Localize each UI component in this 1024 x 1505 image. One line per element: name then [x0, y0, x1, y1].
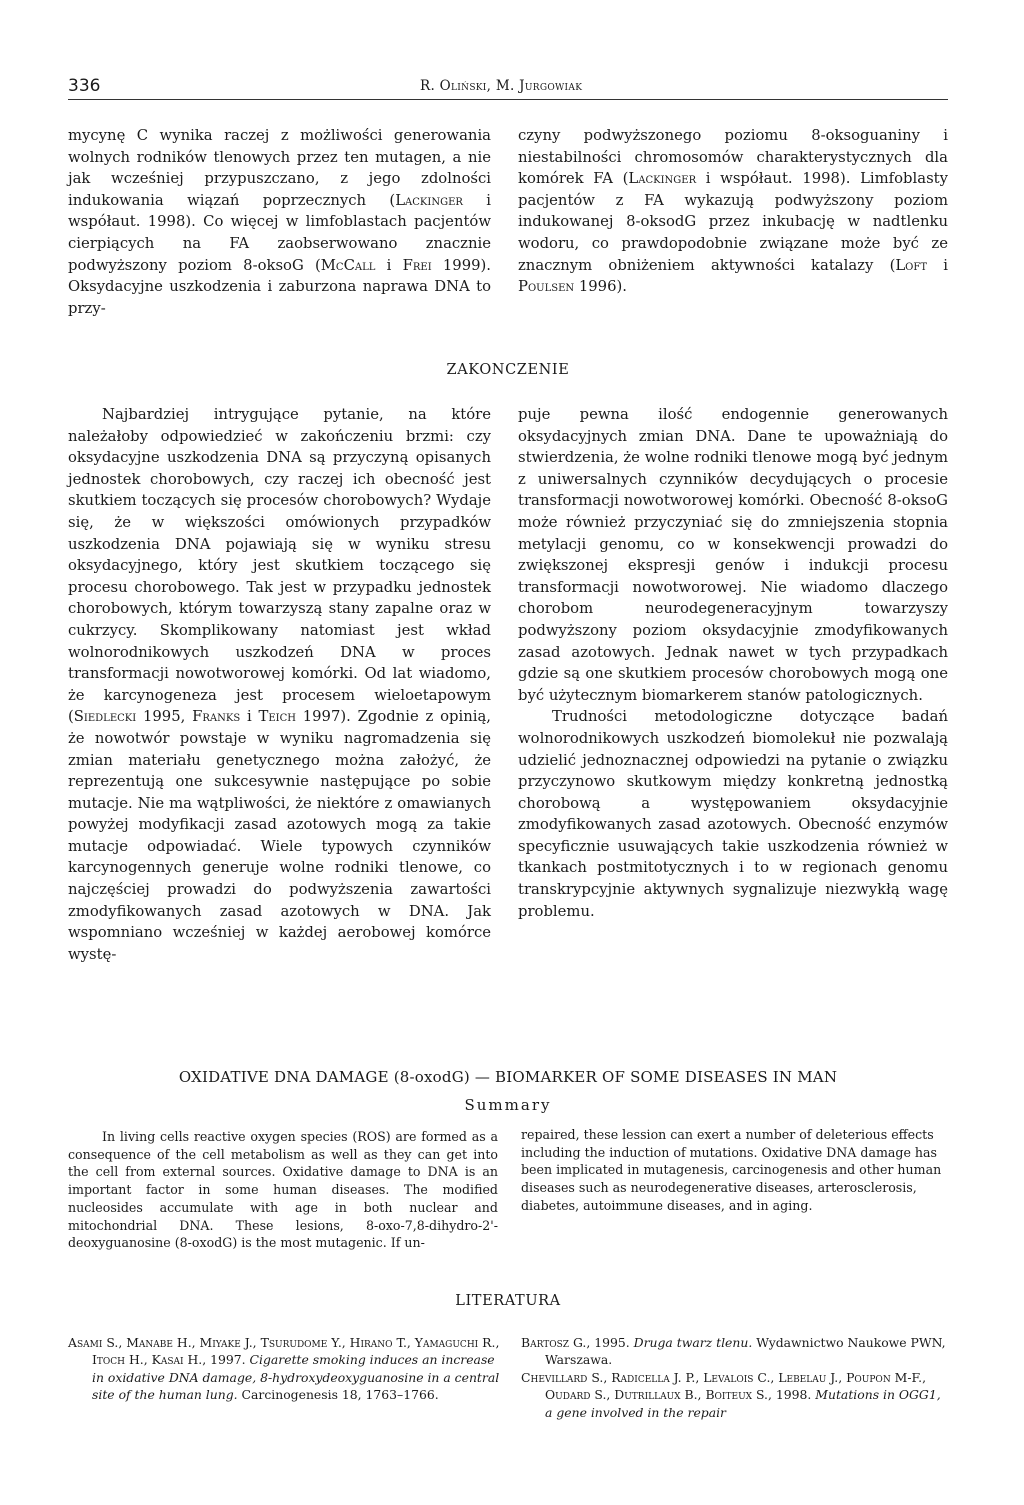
running-head: R. Oliński, M. Jurgowiak	[420, 78, 583, 94]
author-name: Dutrillaux	[614, 1387, 681, 1403]
author-name: Siedlecki	[73, 708, 137, 726]
text-run: i	[927, 256, 949, 274]
text-run: B.,	[680, 1387, 706, 1403]
text-run: J. P.,	[669, 1369, 704, 1385]
text-run: Carcinogenesis 18, 1763–1766.	[237, 1387, 439, 1403]
author-name: Hirano	[349, 1335, 393, 1350]
author-name: Poulsen	[518, 278, 575, 296]
paragraph	[68, 404, 491, 965]
text-run: mycynę C wynika raczej z możliwości generowania wolnych rodników tlenowych przez ten mutagen, a nie jak wcześniej przypuszczano, z jego zdolności indukowania wiązań poprzecznych (	[68, 127, 491, 209]
text-run: T.,	[392, 1335, 415, 1350]
author-name: Itoch	[92, 1352, 126, 1368]
text-run: i	[240, 708, 259, 726]
paragraph	[68, 1128, 498, 1252]
text-run: 1997). Zgodnie z opinią, że nowotwór powstaje w wyniku nagromadzenia się zmian materiału genetycznego można założyć, że reprezentują one sukcesywnie następujące po sobie mutacje. Nie ma wątpliwości, że niektóre z omawianych powyżej modyfikacji zasad azotowych mogą za takie mutacje odpowiadać. Wiele typowych czynników karcynogennych generuje wolne rodniki tlenowe, co najczęściej prowadzi do podwyższenia zawartości zmodyfikowanych zasad azotowych w DNA. Jak wspomniano wcześniej w każdej aerobowej komórce wystę-	[68, 708, 491, 963]
author-name: Franks	[192, 708, 241, 726]
text-run: repaired, these lession can exert a number of deleterious effects including the induction of mutations. Oxidative DNA damage has been implicated in mutagenesis, carcinogenesis and other human diseases such as neurodegenerative diseases, arterosclerosis, diabetes, autoimmune diseases, and in aging.	[521, 1127, 942, 1213]
top-right-column	[518, 125, 948, 298]
author-name: Poupon	[846, 1369, 891, 1385]
top-left-column	[68, 125, 491, 319]
text-run: In living cells reactive oxygen species (ROS) are formed as a consequence of the cell metabolism as well as they can get into the cell from external sources. Oxidative damage to DNA is an important factor in some human diseases. The modified nucleosides accumulate with age in both nuclear and mitochondrial DNA. These lesions, 8-oxo-7,8-dihydro-2'-deoxyguanosine (8-oxodG) is the most mutagenic. If un-	[68, 1129, 498, 1251]
text-run: czyny podwyższonego poziomu 8-oksoguaniny i niestabilności chromosomów charakterystycznych dla komórek FA (	[518, 127, 948, 188]
conclusion-left-column	[68, 404, 491, 965]
author-name: Oudard	[545, 1387, 591, 1403]
author-name: Bartosz	[521, 1335, 570, 1350]
text-run: i współaut. 1998). Limfoblasty pacjentów z FA wykazują podwyższony poziom indukowanej 8-oksodG przez inkubację w nadtlenku wodoru, co prawdopodobnie związane może być ze znacznym obniżeniem aktywności katalazy (	[518, 170, 948, 274]
text-run: Wydawnictwo Naukowe PWN, Warszawa.	[545, 1335, 946, 1368]
text-run: H.,	[125, 1352, 152, 1368]
text-run: 1996).	[574, 278, 627, 296]
author-name: Frei	[402, 256, 432, 274]
text-run: 1995,	[136, 708, 193, 726]
text-run: S.,	[102, 1335, 127, 1350]
summary-right-column	[521, 1126, 948, 1215]
author-name: Levalois	[703, 1369, 754, 1385]
author-name: Radicella	[611, 1369, 670, 1385]
text-run: M-F.,	[890, 1369, 927, 1385]
text-run: 1999). Oksydacyjne uszkodzenia i zaburzona naprawa DNA to przy-	[68, 256, 491, 317]
reference-entry	[521, 1334, 948, 1369]
author-name: Kasai	[151, 1352, 184, 1368]
summary-subtitle: Summary	[464, 1096, 552, 1114]
summary-left-column	[68, 1128, 498, 1252]
italic-title: Druga twarz tlenu.	[633, 1335, 753, 1350]
section-heading-literature: LITERATURA	[455, 1293, 561, 1309]
text-run: J.,	[826, 1369, 847, 1385]
page-number: 336	[68, 76, 101, 96]
author-name: Tsurudome	[260, 1335, 328, 1350]
author-name: Asami	[68, 1335, 103, 1350]
text-run: C.,	[753, 1369, 779, 1385]
text-run: S.,	[590, 1387, 615, 1403]
references-left-column	[68, 1334, 500, 1404]
author-name: McCall	[320, 256, 376, 274]
text-run: puje pewna ilość endogennie generowanych oksydacyjnych zmian DNA. Dane te upoważniają do stwierdzenia, że wolne rodniki tlenowe mogą być jednym z uniwersalnych czynników decydujących o procesie transformacji nowotworowej komórki. Obecność 8-oksoG może również przyczyniać się do zmniejszenia stopnia metylacji genomu, co w konsekwencji prowadzi do zwiększonej ekspresji genów i indukcji procesu transformacji nowotworowej. Nie wiadomo dlaczego chorobom neurodegeneracyjnym towarzyszy podwyższony poziom oksydacyjnie zmodyfikowanych zasad azotowych. Jednak nawet w tych przypadkach gdzie są one skutkiem procesów chorobowych mogą one być użytecznym biomarkerem stanów patologicznych.	[518, 406, 948, 704]
author-name: Miyake	[199, 1335, 241, 1350]
conclusion-right-column	[518, 404, 948, 922]
italic-title: Mutations in OGG1, a gene involved in the repair	[545, 1387, 941, 1420]
author-name: Lebelau	[778, 1369, 827, 1385]
author-name: Teich	[258, 708, 296, 726]
author-name: Lackinger	[395, 191, 463, 209]
text-run: Y.,	[327, 1335, 350, 1350]
header-rule	[68, 99, 948, 100]
text-run: H.,	[172, 1335, 200, 1350]
text-run: Trudności metodologiczne dotyczące badań wolnorodnikowych uszkodzeń biomolekuł nie pozwalają udzielić jednoznacznej odpowiedzi na pytanie o związku przyczynowo skutkowym między konkretną jednostką chorobową a występowaniem oksydacyjnie zmodyfikowanych zasad azotowych. Obecność enzymów specyficznie usuwających takie uszkodzenia również w tkankach postmitotycznych i to w regionach genomu transkrypcyjnie aktywnych sygnalizuje niezwykłą wagę problemu.	[518, 708, 948, 920]
reference-entry	[521, 1369, 948, 1421]
text-run: J.,	[240, 1335, 261, 1350]
author-name: Loft	[895, 256, 927, 274]
author-name: Manabe	[126, 1335, 173, 1350]
paragraph	[518, 404, 948, 706]
author-name: Lackinger	[628, 170, 697, 188]
references-right-column	[521, 1334, 948, 1421]
section-heading-conclusion: ZAKONCZENIE	[446, 362, 570, 378]
text-run: i współaut. 1998). Co więcej w limfoblastach pacjentów cierpiących na FA zaobserwowano znacznie podwyższony poziom 8-oksoG (	[68, 191, 492, 274]
paragraph	[518, 125, 948, 298]
reference-entry	[68, 1334, 500, 1404]
text-run: Najbardziej intrygujące pytanie, na które należałoby odpowiedzieć w zakończeniu brzmi: czy oksydacyjne uszkodzenia DNA są przyczyną opisanych jednostek chorobowych, czy raczej ich obecność jest skutkiem toczących się procesów chorobowych? Wydaje się, że w większości omówionych przypadków uszkodzenia DNA pojawiają się w wyniku stresu oksydacyjnego, który jest skutkiem toczącego się procesu chorobowego. Tak jest w przypadku jednostek chorobowych, którym towarzyszą stany zapalne oraz w cukrzycy. Skomplikowany natomiast jest wkład wolnorodnikowych uszkodzeń DNA w proces transformacji nowotworowej komórki. Od lat wiadomo, że karcynogeneza jest procesem wieloetapowym (	[68, 406, 491, 726]
paragraph	[518, 706, 948, 922]
italic-title: Cigarette smoking induces an increase in oxidative DNA damage, 8-hydroxydeoxyguanosine in a central site of the human lung.	[92, 1352, 500, 1403]
text-run: R.,	[478, 1335, 500, 1350]
text-run: i	[375, 256, 403, 274]
author-name: Chevillard	[521, 1369, 588, 1385]
author-name: Boiteux	[705, 1387, 753, 1403]
text-run: S., 1998.	[752, 1387, 816, 1403]
paragraph	[521, 1126, 948, 1215]
text-run: G., 1995.	[569, 1335, 634, 1350]
summary-title: OXIDATIVE DNA DAMAGE (8-oxodG) — BIOMARKER OF SOME DISEASES IN MAN	[178, 1068, 838, 1086]
text-run: S.,	[587, 1369, 612, 1385]
author-name: Yamaguchi	[414, 1335, 479, 1350]
text-run: H., 1997.	[183, 1352, 250, 1368]
paragraph	[68, 125, 491, 319]
